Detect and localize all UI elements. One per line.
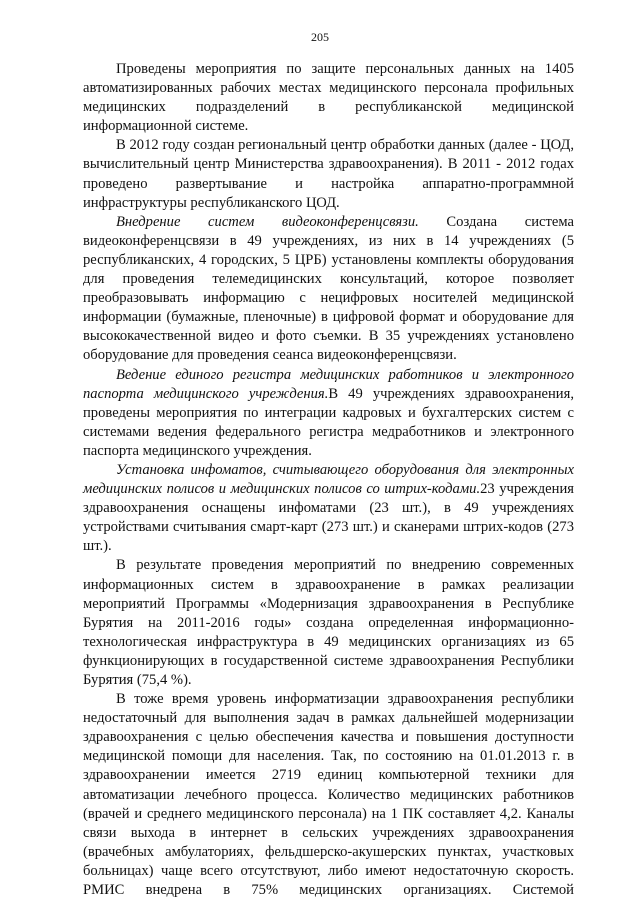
paragraph-text: В 49 учреждениях здравоохранения, проведены мероприятия по интеграции кадровых и бухгалтерских систем с системами ведения федерального регистра медработников и электронного паспорта медицинского учреждения. xyxy=(83,385,574,459)
paragraph-lead: Внедрение систем видеоконференцсвязи. xyxy=(116,213,419,230)
paragraph-lead: Ведение единого регистра медицинских работников и электронного паспорта медицинского учреждения. xyxy=(83,366,574,402)
paragraph-text: Создана система видеоконференцсвязи в 49 учреждениях, из них в 14 учреждениях (5 республиканских, 4 городских, 5 ЦРБ) установлены комплекты оборудования для проведения телемедицинских консультаций, которое позволяет преобразовывать информацию с нецифровых носителей медицинской информации (бумажные, пленочные) в цифровой формат и оборудование для высококачественной видео и фото съемки. В 35 учреждениях установлено оборудование для проведения сеанса видеоконференцсвязи. xyxy=(83,213,574,364)
paragraph-text: Проведены мероприятия по защите персональных данных на 1405 автоматизированных рабочих местах медицинского персонала профильных медицинских подразделений в республиканской медицинской информационной системе. xyxy=(83,61,574,135)
paragraph-personal-data xyxy=(83,60,574,136)
document-body xyxy=(83,60,574,900)
paragraph-results xyxy=(83,556,574,690)
page-number: 205 xyxy=(311,30,329,44)
paragraph-text: В результате проведения мероприятий по внедрению современных информационных систем в здравоохранение в рамках реализации мероприятий Программы «Модернизация здравоохранения в Республике Бурятия на 2011-2016 годы» создана определенная информационно-технологическая инфраструктура в 49 медицинских организациях из 65 функционирующих в государственной системе здравоохранения Республики Бурятия (75,4 %). xyxy=(83,557,574,688)
paragraph-registry xyxy=(83,366,574,461)
paragraph-informatization-level xyxy=(83,690,574,900)
paragraph-text: В 2012 году создан региональный центр обработки данных (далее - ЦОД, вычислительный центр Министерства здравоохранения). В 2011 - 2012 годах проведено развертывание и настройка аппаратно-программной инфраструктуры республиканского ЦОД. xyxy=(83,137,574,211)
paragraph-videoconference xyxy=(83,213,574,366)
paragraph-text: В тоже время уровень информатизации здравоохранения республики недостаточный для выполнения задач в рамках дальнейшей модернизации здравоохранения с целью обеспечения качества и повышения доступности медицинской помощи для населения. Так, по состоянию на 01.01.2013 г. в здравоохранении имеется 2719 единиц компьютерной техники для автоматизации лечебного процесса. Количество медицинских работников (врачей и среднего медицинского персонала) на 1 ПК составляет 4,2. Каналы связи выхода в интернет в сельских учреждениях здравоохранения (врачебных амбулаториях, фельдшерско-акушерских пунктах, участковых больницах) чаще всего отсутствуют, либо имеют недостаточную скорость. РМИС внедрена в 75% медицинских организациях. Системой xyxy=(83,691,574,899)
paragraph-lead: Установка инфоматов, считывающего оборудования для электронных медицинских полисов и медицинских полисов со штрих-кодами. xyxy=(83,461,574,498)
paragraph-infomats xyxy=(83,461,574,556)
paragraph-text: 23 учреждения здравоохранения оснащены инфоматами (23 шт.), в 49 учреждениях устройствами считывания смарт-карт (273 шт.) и сканерами штрих-кодов (273 шт.). xyxy=(83,481,574,555)
paragraph-data-center xyxy=(83,136,574,212)
